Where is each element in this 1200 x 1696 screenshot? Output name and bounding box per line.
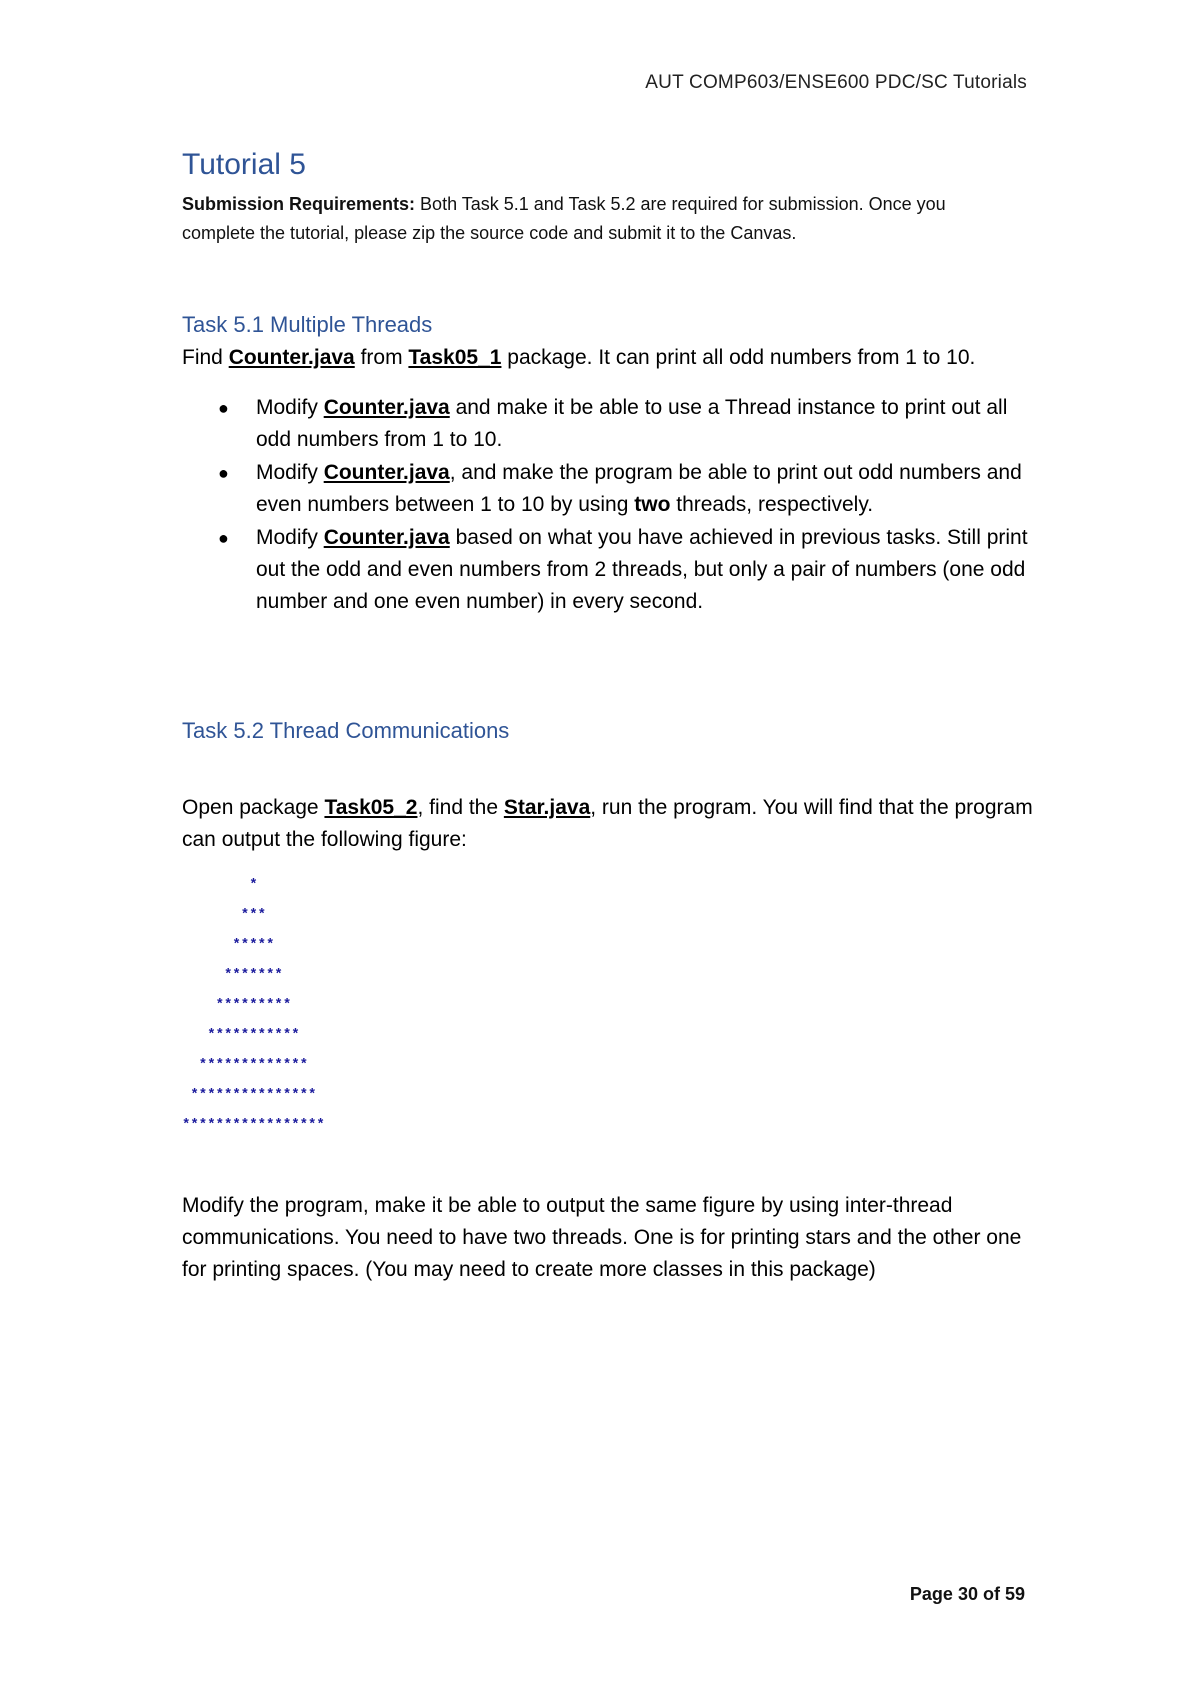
- star-row: *******: [182, 967, 283, 983]
- star-row: *****: [182, 937, 275, 953]
- counter-java-link: Counter.java: [228, 346, 355, 369]
- requirements-label: Submission Requirements:: [182, 194, 416, 214]
- submission-requirements: [182, 190, 1022, 248]
- task-5-1-heading: Task 5.1 Multiple Threads: [182, 312, 433, 337]
- requirements-text: Both Task 5.1 and Task 5.2 are required for submission. Once you complete the tutorial, please zip the source code and submit it to the Canvas.: [182, 194, 946, 243]
- bold-word: two: [634, 493, 671, 516]
- bullet-item: [212, 522, 1042, 618]
- task-5-1-bullet-list: [212, 392, 1042, 619]
- star-row: ***************: [182, 1087, 317, 1103]
- bullet-icon: ●: [218, 528, 229, 548]
- star-row: ***********: [182, 1027, 300, 1043]
- page-number: [910, 1584, 1025, 1605]
- task-5-1-intro: [182, 342, 1042, 374]
- intro-text: Find: [182, 346, 229, 369]
- bullet-text: Modify: [256, 461, 324, 484]
- intro-text: from: [354, 346, 409, 369]
- task-5-2-heading: Task 5.2 Thread Communications: [182, 718, 510, 743]
- page-header: AUT COMP603/ENSE600 PDC/SC Tutorials: [645, 72, 1027, 93]
- intro-text: package. It can print all odd numbers from 1 to 10.: [501, 346, 976, 369]
- current-page: 30: [957, 1584, 978, 1604]
- star-row: *: [182, 877, 258, 893]
- bullet-text: based on what you have achieved in previous tasks. Still print out the odd and even numbers from 2 threads, but only a pair of numbers (one odd number and one even number) in every second.: [256, 526, 1028, 613]
- bullet-item: [212, 457, 1042, 521]
- task-5-2-instructions: Modify the program, make it be able to output the same figure by using inter-thread communications. You need to have two threads. One is for printing stars and the other one for printing spaces. (You may need to create more classes in this package): [182, 1194, 1022, 1281]
- counter-java-link: Counter.java: [323, 461, 450, 484]
- bullet-icon: ●: [218, 398, 229, 418]
- task-5-2-intro: [182, 792, 1042, 856]
- counter-java-link: Counter.java: [323, 526, 450, 549]
- bullet-icon: ●: [218, 463, 229, 483]
- page-title: Tutorial 5: [182, 148, 306, 181]
- intro-text: , run the program. You will find that the program can output the following figure:: [182, 796, 1033, 851]
- bullet-text: Modify: [256, 526, 324, 549]
- star-row: *****************: [182, 1117, 325, 1133]
- bullet-text: , and make the program be able to print out odd numbers and even numbers between 1 to 10 by using: [256, 461, 1022, 516]
- task05-2-package-link: Task05_2: [324, 796, 418, 819]
- star-row: *************: [182, 1057, 309, 1073]
- bullet-text: Modify: [256, 396, 324, 419]
- task05-1-package-link: Task05_1: [408, 346, 502, 369]
- intro-text: Open package: [182, 796, 325, 819]
- star-row: *********: [182, 997, 292, 1013]
- bullet-text: threads, respectively.: [670, 493, 874, 516]
- page-label: Page: [909, 1584, 958, 1604]
- bullet-item: [212, 392, 1042, 456]
- intro-text: , find the: [417, 796, 504, 819]
- bullet-text: and make it be able to use a Thread instance to print out all odd numbers from 1 to 10.: [256, 396, 1008, 451]
- page-of-label: of: [977, 1584, 1005, 1604]
- star-row: ***: [182, 907, 267, 923]
- total-pages: 59: [1004, 1584, 1025, 1604]
- counter-java-link: Counter.java: [323, 396, 450, 419]
- star-pyramid-figure: [182, 870, 325, 1140]
- star-java-link: Star.java: [503, 796, 591, 819]
